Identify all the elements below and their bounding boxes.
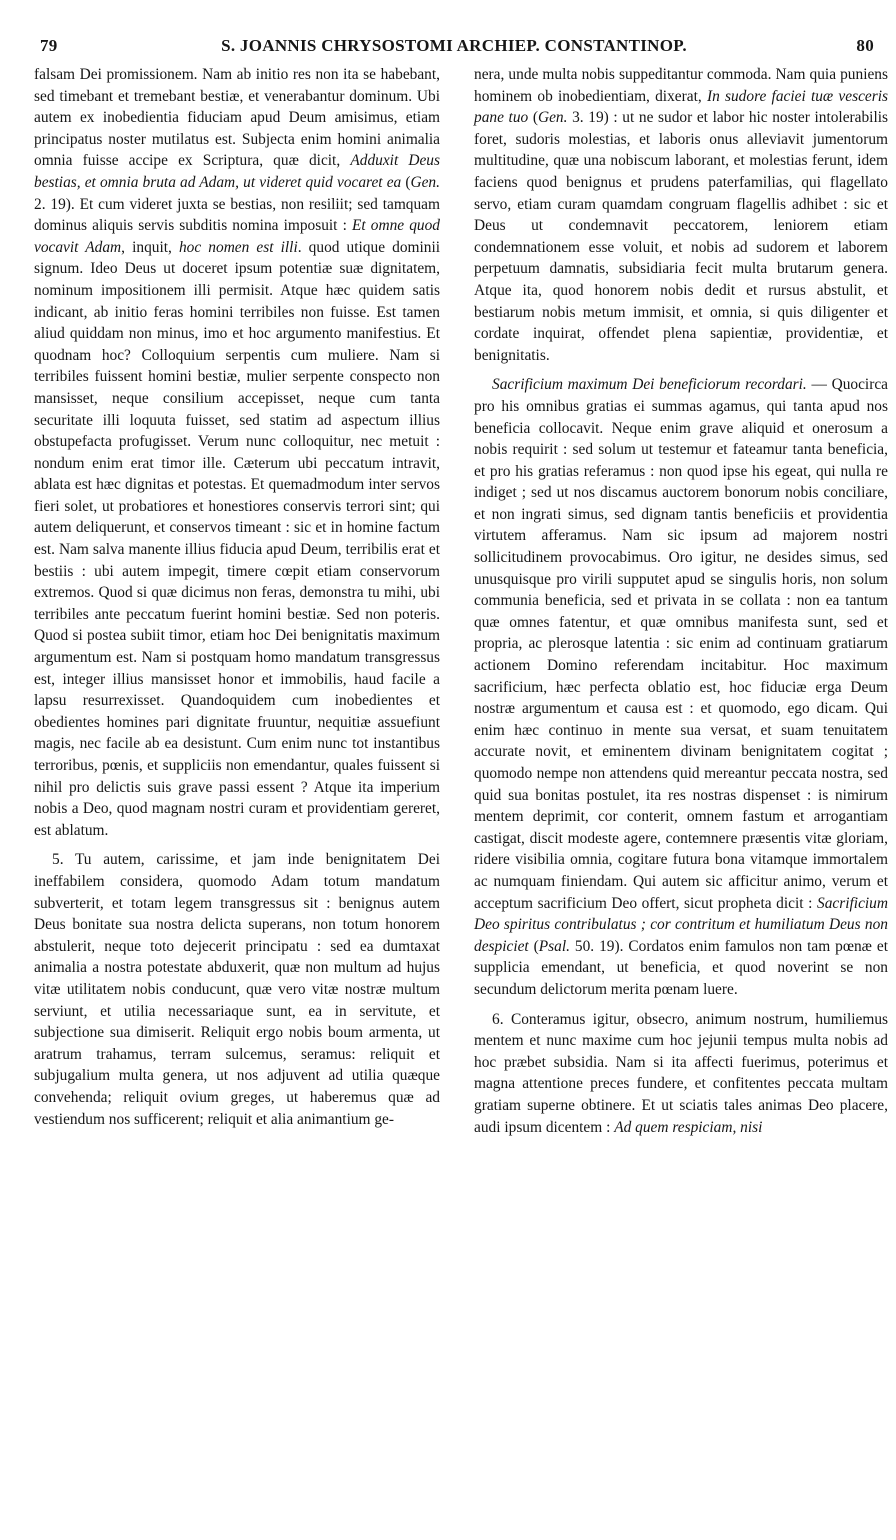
paragraph-continued-right: nera, unde multa nobis suppeditantur commoda. Nam quia puniens hominem ob inobedientiam, dixerat, In sudore faciei tuæ vesceris pane tuo (Gen. 3. 19) : ut ne sudor et labor hic noster intolerabilis foret, sudoris molestias, et laboris onus alleviavit jumentorum multitudine, quæ una nobiscum laborant, et molestias ferunt, idem faciens quod benignus et prudens paterfamilias, qui flagellato servo, etiam curam quamdam congruam flagellis adhibet : sic et Deus ut condemnavit peccatorem, leniorem etiam condemnationem esse voluit, et nobis ad sudorem et laborem perpetuum damnatis, subsidiaria fecit multa brutarum genera. Atque ita, quod honorem nobis dedit et rursus abstulit, et bestiarum nobis metum immisit, et omnia, si quis diligenter et cordate inquirat, offendet plena sapientiæ, providentiæ, et benignitatis. xyxy=(474,66,889,364)
running-header xyxy=(30,36,878,58)
right-column xyxy=(474,64,888,1138)
page-number-left: 79 xyxy=(40,36,58,55)
paragraph-continued: falsam Dei promissionem. Nam ab initio res non ita se habebant, sed timebant et tremebant bestiæ, et venerabantur dominum. Ubi autem ex inobedientia fiduciam apud Deum amisimus, etiam principatus noster mutilatus est. Subjecta enim homini animalia omnia fuisse accipe ex Scriptura, quæ dicit, Adduxit Deus bestias, et omnia bruta ad Adam, ut videret quid vocaret ea (Gen. 2. 19). Et cum videret juxta se bestias, non resiliit; sed tamquam dominus aliquis servis subditis nomina imposuit : Et omne quod vocavit Adam, inquit, hoc nomen est illi. quod utique dominii signum. Ideo Deus ut doceret ipsum potentiæ suæ dignitatem, nominum impositionem illi permisit. Atque hæc quidem satis indicant, ab initio feras homini terribiles non fuisse. Est tamen aliud quiddam non minus, imo et hoc argumento manifestius. Et quodnam hoc? Colloquium serpentis cum muliere. Nam si terribiles fuissent homini bestiæ, mulier serpente conspecto non mansisset, neque consilium accepisset, neque cum tanta securitate illi loquuta fuisset, sed statim ad aspectum illius obstupefacta profugisset. Verum nunc colloquitur, nec metuit : nondum enim erat timor ille. Cæterum ubi peccatum intravit, ablata est hæc dignitas et potestas. Et quemadmodum inter servos fieri solet, ut probatiores et honestiores conservis terrori sint; qui autem deliquerunt, et conservos timeant : sic et in homine factum est. Nam salva manente illius fiducia apud Deum, terribilis erat et bestiis : ubi autem impegit, timere cœpit etiam conservorum extremos. Quod si quæ dicimus non feras, demonstra tu mihi, ubi terribiles ante peccatum fuerint homini bestiæ. Sed non poteris. Quod si postea subiit timor, etiam hoc Dei benignitatis maximum argumentum est. Nam si postquam homo mandatum transgressus est, integer illius mansisset honor et immobilis, haud facile a lapsu resurrexisset. Quandoquidem cum inobedientes et obedientes homines pari dignitate fruuntur, nequitiæ assuefiunt magis, nec facile ab ea desistunt. Cum enim nunc tot instantibus terroribus, pœnis, et suppliciis non emendantur, quales fuissent si nihil pro delictis suis grave passi essent ? Atque ita imperium nobis a Deo, quod magnam nostri curam et providentiam gereret, est ablatum. xyxy=(34,66,441,839)
section-heading-italic: Sacrificium maximum Dei beneficiorum recordari. xyxy=(492,376,807,394)
page-number-right: 80 xyxy=(856,36,874,55)
running-title: S. JOANNIS CHRYSOSTOMI ARCHIEP. CONSTANTINOP. xyxy=(221,36,687,55)
paragraph-sacrificium: Sacrificium maximum Dei beneficiorum recordari. — Quocirca pro his omnibus gratias ei summas agamus, qui tanta apud nos beneficia collocavit. Neque enim grave aliquid et onerosum a nobis requirit : sed solum ut testemur et fateamur tanta beneficia, et pro his gratias referamus : non quod ipse his egeat, qui nulla re indiget ; sed ut nos discamus auctorem bonorum nobis conciliare, et non ingrati simus, sed dignam tantis beneficiis et providentia virtutem afferamus. Nam sic ipsum ad majorem nostri sollicitudinem provocabimus. Oro igitur, ne desides simus, sed unusquisque pro virili supputet apud se singulis horis, non solum communia beneficia, sed et privata in se collata : non ea tantum quæ omnes fatentur, et quæ omnibus manifesta sunt, sed et propria, ac plerosque latentia : sic enim ad continuam gratiarum actionem Domino referendam incitabitur. Hoc maximum sacrificium, hæc perfecta oblatio est, hoc fiduciæ erga Deum nostræ argumentum et causa est : et quomodo, ego dicam. Qui enim hæc continuo in mente sua versat, et suam tenuitatem accurate novit, et eminentem divinam benignitatem cogitat ; quomodo nempe non attendens quid mereantur peccata nostra, sed quid sua bonitas postulet, ita res nostras dispenset : is nimirum mentem deprimit, cor conterit, omnem fastum et arrogantiam castigat, discit modeste agere, contemnere præsentis vitæ gloriam, ridere visibilia omnia, cogitare futura bona vitamque immortalem ac numquam finiendam. Qui autem sic afficitur animo, verum et acceptum sacrificium Deo offert, sicut propheta dicit : Sacrificium Deo spiritus contribulatus ; cor contritum et humiliatum Deus non despiciet (Psal. 50. 19). Cordatos enim famulos non tam pœnæ et supplicia emendant, ut beneficia, et quod noverint se non secundum delictorum merita pœnam luere. xyxy=(474,376,888,998)
paragraph-section-6: 6. Conteramus igitur, obsecro, animum nostrum, humiliemus mentem et nunc maxime cum hoc jejunii tempus multa nobis ad hoc præbet subsidia. Nam si ita affecti fuerimus, poterimus et magna attentione preces fundere, et confitentes peccata multam gratiam superne obtinere. Et ut sciatis tales animas Deo placere, audi ipsum dicentem : Ad quem respiciam, nisi xyxy=(474,1010,888,1136)
paragraph-section-5: 5. Tu autem, carissime, et jam inde benignitatem Dei ineffabilem considera, quomodo Adam totum mandatum subverterit, et totam legem transgressus sit : benignus autem Deus bonitate sua nostra delicta superans, non totum honorem abstulerit, neque toto dejecerit principatu : sed ea dumtaxat animalia a nostra potestate abduxerit, quæ non multum ad hujus vitæ utilitatem nobis conducunt, quæ vero vitæ nostræ multum serviunt, et utilia necessariaque sunt, ea in servitute, et subjectione sua dimiserit. Reliquit ergo nobis boum armenta, ut aratrum trahamus, terram sulcemus, seramus: reliquit et subjugalium multa genera, ut nos adjuvent ad utilia quæque convehenda; reliquit ovium greges, ut haberemus quæ ad vestiendum nos sufficerent; reliquit et alia animantium ge- xyxy=(34,851,440,1128)
left-column xyxy=(34,64,440,1130)
